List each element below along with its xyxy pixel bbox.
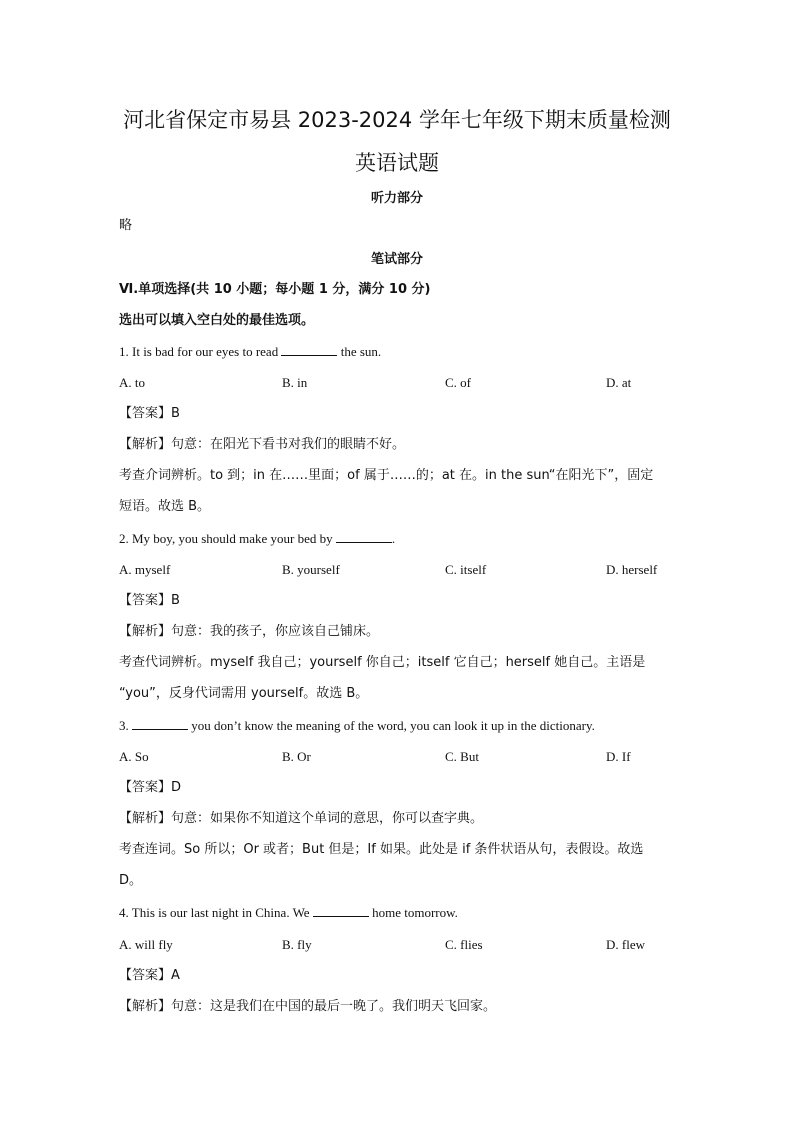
option-c: C. itself [445, 562, 487, 577]
analysis-line: 考查连词。So 所以；Or 或者；But 但是；If 如果。此处是 if 条件状语从句，表假设。故选 [119, 842, 644, 857]
question-stem [119, 530, 395, 548]
part6-heading: Ⅵ.单项选择(共 10 小题；每小题 1 分，满分 10 分) [119, 282, 431, 297]
question-stem-before: 3. [119, 718, 129, 733]
question-stem [119, 717, 595, 735]
analysis-line: 【解析】句意：如果你不知道这个单词的意思，你可以查字典。 [119, 811, 484, 826]
answer-line: 【答案】B [119, 593, 180, 608]
question-stem-after: home tomorrow. [372, 905, 458, 920]
analysis-line: 【解析】句意：这是我们在中国的最后一晚了。我们明天飞回家。 [119, 999, 497, 1014]
answer-blank [313, 904, 369, 917]
option-d: D. If [606, 749, 631, 764]
option-d: D. herself [606, 562, 658, 577]
option-c: C. of [445, 375, 471, 390]
answer-blank [336, 530, 392, 543]
document-subtitle: 英语试题 [355, 151, 439, 175]
answer-line: 【答案】D [119, 780, 182, 795]
listening-note: 略 [119, 218, 133, 233]
option-b: B. Or [282, 749, 311, 764]
question-stem [119, 904, 458, 922]
question-stem-before: 2. My boy, you should make your bed by [119, 531, 333, 546]
question-stem-before: 1. It is bad for our eyes to read [119, 344, 279, 359]
question-stem-after: . [391, 531, 396, 546]
option-c: C. flies [445, 937, 483, 952]
option-b: B. in [282, 375, 308, 390]
question-stem [119, 343, 381, 361]
option-a: A. will fly [119, 937, 173, 952]
analysis-line: 【解析】句意：我的孩子，你应该自己铺床。 [119, 624, 380, 639]
analysis-line: “you”，反身代词需用 yourself。故选 B。 [119, 686, 369, 701]
part6-instruction: 选出可以填入空白处的最佳选项。 [119, 313, 315, 328]
question-stem-after: the sun. [340, 344, 382, 359]
writing-heading: 笔试部分 [370, 252, 423, 267]
option-a: A. to [119, 375, 145, 390]
analysis-line: 短语。故选 B。 [119, 499, 211, 514]
analysis-line: D。 [119, 873, 143, 888]
analysis-line: 考查介词辨析。to 到；in 在……里面；of 属于……的；at 在。in the sun“在阳光下”，固定 [119, 468, 654, 483]
answer-blank [281, 343, 337, 356]
analysis-line: 考查代词辨析。myself 我自己；yourself 你自己；itself 它自己；herself 她自己。主语是 [119, 655, 646, 670]
document-title: 河北省保定市易县 2023-2024 学年七年级下期末质量检测 [123, 108, 671, 132]
option-c: C. But [445, 749, 479, 764]
option-b: B. fly [282, 937, 312, 952]
option-d: D. at [606, 375, 632, 390]
option-a: A. myself [119, 562, 171, 577]
option-b: B. yourself [282, 562, 340, 577]
analysis-line: 【解析】句意：在阳光下看书对我们的眼睛不好。 [119, 437, 406, 452]
question-stem-before: 4. This is our last night in China. We [119, 905, 310, 920]
listening-heading: 听力部分 [370, 191, 423, 206]
question-stem-after: you don’t know the meaning of the word, you can look it up in the dictionary. [191, 718, 595, 733]
option-d: D. flew [606, 937, 645, 952]
answer-line: 【答案】B [119, 406, 180, 421]
answer-line: 【答案】A [119, 968, 180, 983]
option-a: A. So [119, 749, 149, 764]
answer-blank [132, 717, 188, 730]
